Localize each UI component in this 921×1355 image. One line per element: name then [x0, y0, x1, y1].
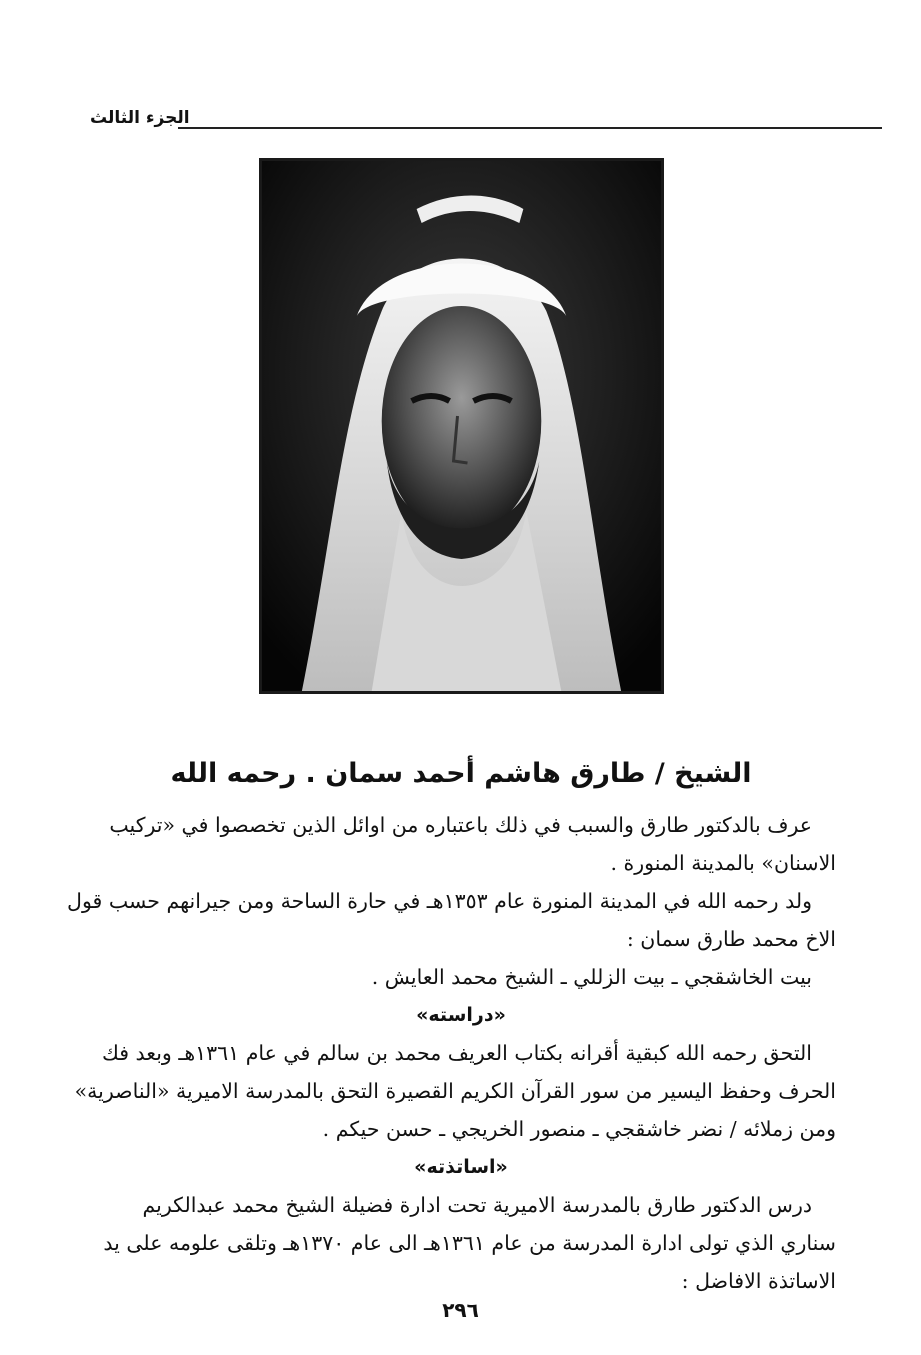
page-number: ٢٩٦ — [442, 1298, 479, 1322]
paragraph-3-line-1: التحق رحمه الله كبقية أقرانه بكتاب العريف محمد بن سالم في عام ١٣٦١هـ وبعد فك — [101, 1041, 812, 1065]
part-label: الجزء الثالث — [90, 108, 190, 128]
running-header — [90, 108, 882, 136]
paragraph-2-line-1: ولد رحمه الله في المدينة المنورة عام ١٣٥٣هـ في حارة الساحة ومن جيرانهم حسب قول — [67, 889, 812, 913]
paragraph-2-line-3: بيت الخاشقجي ـ بيت الزللي ـ الشيخ محمد العايش . — [371, 965, 812, 989]
portrait-illustration — [262, 161, 661, 691]
section-heading-teachers: «اساتذته» — [414, 1156, 508, 1178]
paragraph-4-line-1: درس الدكتور طارق بالمدرسة الاميرية تحت ادارة فضيلة الشيخ محمد عبدالكريم — [142, 1193, 812, 1217]
paragraph-1-line-2: الاسنان» بالمدينة المنورة . — [610, 851, 836, 875]
biography-body — [67, 806, 836, 1300]
portrait-photo — [259, 158, 664, 694]
paragraph-4-line-3: الاساتذة الافاضل : — [681, 1269, 836, 1293]
paragraph-3-line-3: ومن زملائه / نضر خاشقجي ـ منصور الخريجي ـ حسن حيكم . — [322, 1117, 836, 1141]
paragraph-2-line-2: الاخ محمد طارق سمان : — [626, 927, 836, 951]
paragraph-4-line-2: سناري الذي تولى ادارة المدرسة من عام ١٣٦١هـ الى عام ١٣٧٠هـ وتلقى علومه على يد — [103, 1231, 836, 1255]
paragraph-3-line-2: الحرف وحفظ اليسير من سور القرآن الكريم القصيرة التحق بالمدرسة الاميرية «الناصرية» — [74, 1079, 836, 1103]
paragraph-1-line-1: عرف بالدكتور طارق والسبب في ذلك باعتباره من اوائل الذين تخصصوا في «تركيب — [109, 813, 812, 837]
biography-title: الشيخ / طارق هاشم أحمد سمان . رحمه الله — [170, 758, 752, 789]
section-heading-study: «دراسته» — [416, 1004, 506, 1026]
header-rule — [178, 127, 882, 129]
